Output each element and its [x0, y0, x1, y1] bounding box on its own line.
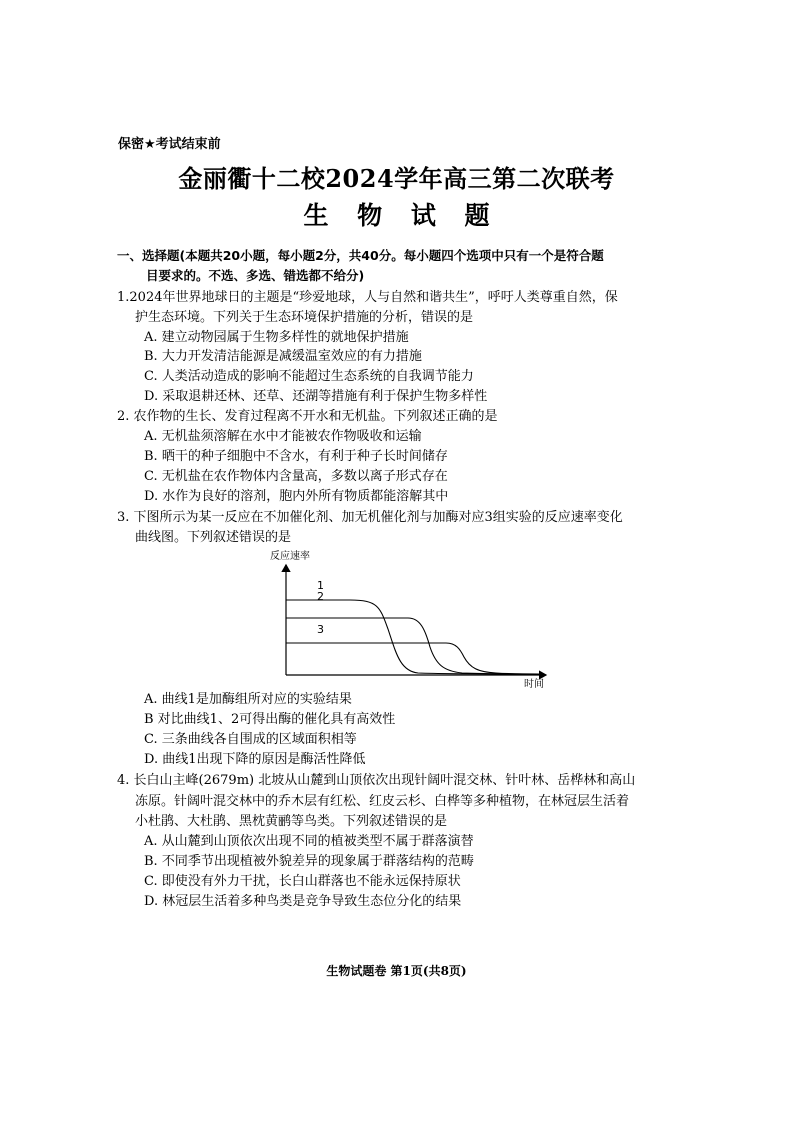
- q4-option-d: D. 林冠层生活着多种鸟类是竞争导致生态位分化的结果: [144, 894, 462, 909]
- q1-stem-line1: 1.2024年世界地球日的主题是“珍爱地球，人与自然和谐共生”，呼吁人类尊重自然，保: [117, 290, 618, 305]
- curve-3: [286, 643, 540, 674]
- q3-option-b: B 对比曲线1、2可得出酶的催化具有高效性: [144, 712, 396, 727]
- confidential-label: 保密★考试结束前: [118, 137, 221, 152]
- q3-option-d: D. 曲线1出现下降的原因是酶活性降低: [144, 752, 366, 767]
- q4-stem-line1: 4. 长白山主峰(2679m) 北坡从山麓到山顶依次出现针阔叶混交林、针叶林、岳桦林和高山: [117, 773, 636, 788]
- section-heading-line2: 目要求的。不选、多选、错选都不给分): [146, 268, 365, 283]
- q1-option-d: D. 采取退耕还林、还草、还湖等措施有利于保护生物多样性: [144, 389, 488, 404]
- y-axis-label: 反应速率: [270, 551, 310, 562]
- q3-stem-line2: 曲线图。下列叙述错误的是: [135, 530, 292, 545]
- q2-option-c: C. 无机盐在农作物体内含量高，多数以离子形式存在: [144, 469, 448, 484]
- reaction-rate-chart: [250, 545, 560, 690]
- q4-stem-line3: 小杜鹃、大杜鹃、黑枕黄鹂等鸟类。下列叙述错误的是: [135, 814, 448, 829]
- curve-2: [286, 618, 540, 674]
- curve-3-label: 3: [317, 623, 324, 636]
- x-axis-label: 时间: [524, 679, 544, 690]
- q1-stem-line2: 护生态环境。下列关于生态环境保护措施的分析，错误的是: [135, 310, 474, 325]
- q1-option-c: C. 人类活动造成的影响不能超过生态系统的自我调节能力: [144, 369, 474, 384]
- q3-option-a: A. 曲线1是加酶组所对应的实验结果: [144, 692, 352, 707]
- q3-stem-line1: 3. 下图所示为某一反应在不加催化剂、加无机催化剂与加酶对应3组实验的反应速率变化: [117, 510, 623, 525]
- page-footer: 生物试题卷 第1页(共8页): [326, 964, 467, 978]
- q2-option-a: A. 无机盐须溶解在水中才能被农作物吸收和运输: [144, 429, 422, 444]
- q2-option-d: D. 水作为良好的溶剂，胞内外所有物质都能溶解其中: [144, 489, 449, 504]
- q3-option-c: C. 三条曲线各自围成的区域面积相等: [144, 732, 357, 747]
- q4-option-c: C. 即使没有外力干扰，长白山群落也不能永远保持原状: [144, 874, 461, 889]
- q1-option-a: A. 建立动物园属于生物多样性的就地保护措施: [144, 330, 409, 345]
- curve-2-label: 2: [317, 590, 324, 603]
- q2-option-b: B. 晒干的种子细胞中不含水，有利于种子长时间储存: [144, 449, 448, 464]
- q1-option-b: B. 大力开发清洁能源是减缓温室效应的有力措施: [144, 349, 422, 364]
- curve-1: [286, 600, 540, 674]
- section-heading-line1: 一、选择题(本题共20小题，每小题2分，共40分。每小题四个选项中只有一个是符合题: [117, 248, 604, 263]
- q2-stem: 2. 农作物的生长、发育过程离不开水和无机盐。下列叙述正确的是: [117, 409, 498, 424]
- curve-1-label: 1: [317, 579, 324, 592]
- exam-title: 金丽衢十二校2024学年高三第二次联考: [178, 164, 615, 193]
- q4-option-a: A. 从山麓到山顶依次出现不同的植被类型不属于群落演替: [144, 834, 474, 849]
- q4-option-b: B. 不同季节出现植被外貌差异的现象属于群落结构的范畴: [144, 854, 474, 869]
- subject-title: 生 物 试 题: [303, 201, 500, 230]
- q4-stem-line2: 冻原。针阔叶混交林中的乔木层有红松、红皮云杉、白桦等多种植物，在林冠层生活着: [135, 794, 630, 809]
